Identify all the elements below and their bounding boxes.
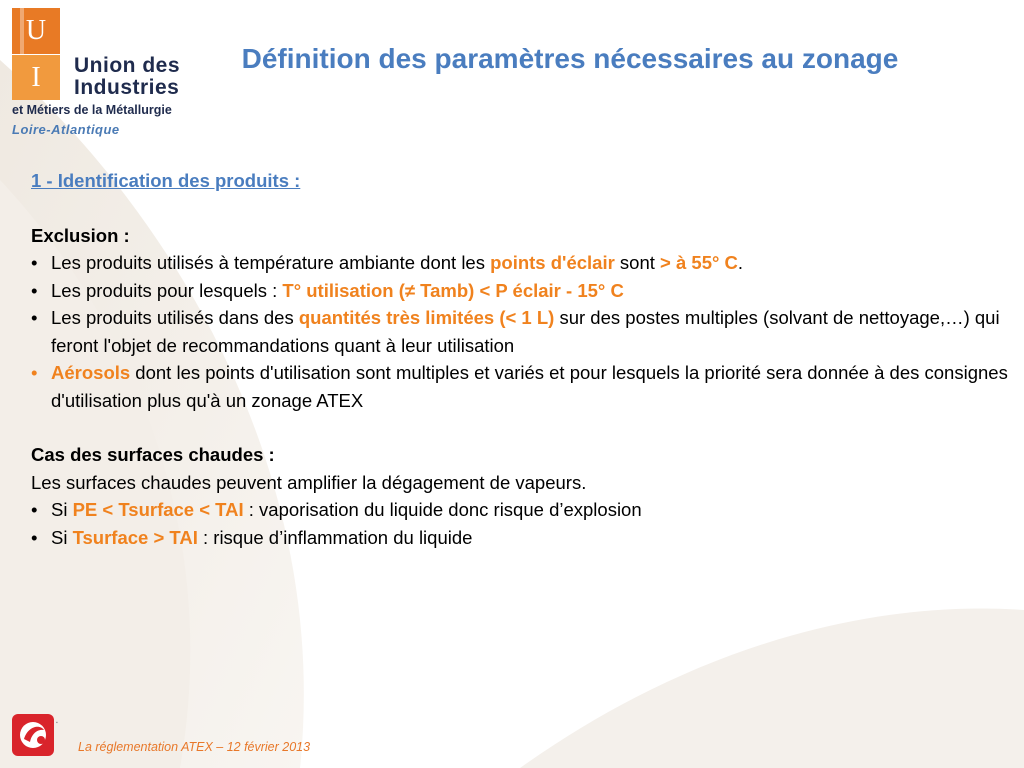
bullet-text: : risque d’inflammation du liquide <box>197 526 473 548</box>
surfaces-bullet-1 <box>31 496 1011 524</box>
bullet-text: . <box>737 252 744 273</box>
bullet-text: Les produits pour lesquels : <box>51 279 283 301</box>
logo-text-line1: Union des <box>74 54 181 77</box>
logo-letter-u: U <box>12 8 60 54</box>
exclusion-bullet-3 <box>31 304 1011 359</box>
bullet-text: sur des postes multiples (solvant de nettoyage,…) qui feront l'objet de recommandations quant à leur utilisation <box>51 307 1000 356</box>
ui-monogram <box>12 8 60 100</box>
surfaces-intro: Les surfaces chaudes peuvent amplifier la dégagement de vapeurs. <box>31 471 587 493</box>
svg-text:▪: ▪ <box>56 720 58 726</box>
surfaces-list <box>31 496 1011 551</box>
bullet-highlight: > à 55° C <box>660 252 738 273</box>
surfaces-bullet-2 <box>31 524 1011 552</box>
exclusion-bullet-2 <box>31 277 1011 305</box>
section-heading: 1 - Identification des produits : <box>31 170 301 191</box>
footer-logo-icon <box>12 712 66 758</box>
logo-text-region: Loire-Atlantique <box>12 122 120 137</box>
bullet-highlight: quantités très limitées (< 1 L) <box>298 307 555 328</box>
exclusion-bullet-4 <box>31 359 1011 414</box>
surfaces-heading: Cas des surfaces chaudes : <box>31 444 275 465</box>
bullet-text: Si <box>51 526 73 548</box>
logo-text-line3: et Métiers de la Métallurgie <box>12 103 172 117</box>
slide-content <box>31 167 1011 551</box>
bullet-text: dont les points d'utilisation sont multiples et variés et pour lesquels la priorité sera donnée à des consignes d'utilisation plus qu'à un zonage ATEX <box>51 362 1008 411</box>
logo-letter-i: I <box>12 55 60 100</box>
bullet-text: : vaporisation du liquide donc risque d’explosion <box>243 499 642 520</box>
bullet-text: sont <box>614 252 661 273</box>
bullet-text: Si <box>51 499 73 520</box>
bullet-highlight: points d'éclair <box>490 252 615 273</box>
bullet-highlight: T° utilisation (≠ Tamb) < P éclair - 15° C <box>282 279 624 301</box>
bullet-highlight: Tsurface > TAI <box>72 526 198 548</box>
exclusion-list <box>31 249 1011 414</box>
slide-title: Définition des paramètres nécessaires au zonage <box>241 43 899 74</box>
bullet-highlight: Aérosols <box>51 362 131 383</box>
exclusion-heading: Exclusion : <box>31 224 130 246</box>
bullet-text: Les produits utilisés dans des <box>51 307 299 328</box>
footer-caption: La réglementation ATEX – 12 février 2013 <box>78 740 311 754</box>
logo-text-line2: Industries <box>74 76 180 99</box>
exclusion-bullet-1 <box>31 249 1011 277</box>
bullet-text: Les produits utilisés à température ambiante dont les <box>51 252 491 273</box>
bullet-highlight: PE < Tsurface < TAI <box>72 499 244 520</box>
uimm-logo <box>12 8 192 140</box>
